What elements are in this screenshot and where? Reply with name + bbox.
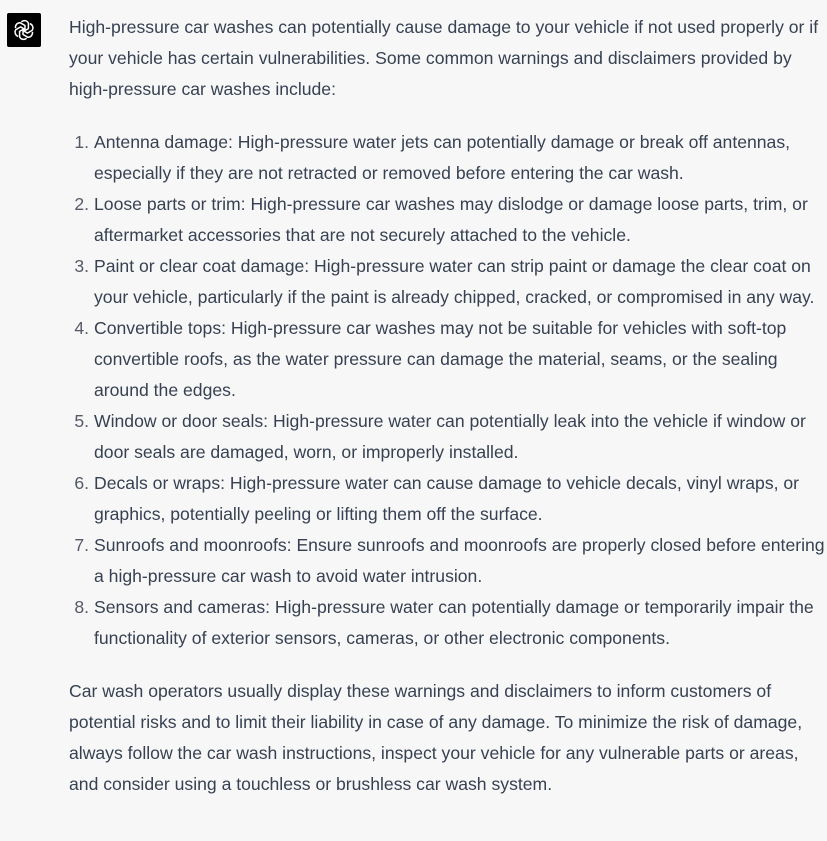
list-item	[69, 468, 827, 530]
warnings-list	[69, 127, 827, 654]
list-item	[69, 530, 827, 592]
message-intro: High-pressure car washes can potentially cause damage to your vehicle if not used properly or if your vehicle has certain vulnerabilities. Some common warnings and disclaimers provided by high-pressure car washes include:	[69, 17, 819, 99]
list-item-text: Sunroofs and moonroofs: Ensure sunroofs and moonroofs are properly closed before entering a high-pressure car wash to avoid water intrusion.	[94, 535, 825, 586]
list-item-text: Loose parts or trim: High-pressure car washes may dislodge or damage loose parts, trim, or aftermarket accessories that are not securely attached to the vehicle.	[94, 194, 808, 245]
list-item-number: 2.	[74, 194, 89, 214]
list-item-text: Paint or clear coat damage: High-pressure water can strip paint or damage the clear coat on your vehicle, particularly if the paint is already chipped, cracked, or compromised in any way.	[94, 256, 815, 307]
list-item-number: 8.	[74, 597, 89, 617]
list-item	[69, 592, 827, 654]
list-item-text: Decals or wraps: High-pressure water can cause damage to vehicle decals, vinyl wraps, or graphics, potentially peeling or lifting them off the surface.	[94, 473, 800, 524]
list-item-text: Window or door seals: High-pressure water can potentially leak into the vehicle if window or door seals are damaged, worn, or improperly installed.	[94, 411, 806, 462]
list-item-text: Antenna damage: High-pressure water jets can potentially damage or break off antennas, especially if they are not retracted or removed before entering the car wash.	[94, 132, 791, 183]
list-item-text: Convertible tops: High-pressure car washes may not be suitable for vehicles with soft-top convertible roofs, as the water pressure can damage the material, seams, or the sealing around the edges.	[94, 318, 787, 400]
assistant-avatar	[7, 13, 41, 47]
list-item	[69, 189, 827, 251]
list-item-number: 6.	[74, 473, 89, 493]
list-item-text: Sensors and cameras: High-pressure water can potentially damage or temporarily impair the functionality of exterior sensors, cameras, or other electronic components.	[94, 597, 814, 648]
list-item	[69, 406, 827, 468]
list-item-number: 1.	[74, 132, 89, 152]
list-item-number: 5.	[74, 411, 89, 431]
message-outro: Car wash operators usually display these warnings and disclaimers to inform customers of potential risks and to limit their liability in case of any damage. To minimize the risk of damage, always follow the car wash instructions, inspect your vehicle for any vulnerable parts or areas, and consider using a touchless or brushless car wash system.	[69, 681, 803, 794]
list-item-number: 4.	[74, 318, 89, 338]
list-item-number: 3.	[74, 256, 89, 276]
list-item-number: 7.	[74, 535, 89, 555]
assistant-message	[69, 12, 827, 800]
openai-logo-icon	[12, 18, 36, 42]
list-item	[69, 127, 827, 189]
list-item	[69, 251, 827, 313]
list-item	[69, 313, 827, 406]
